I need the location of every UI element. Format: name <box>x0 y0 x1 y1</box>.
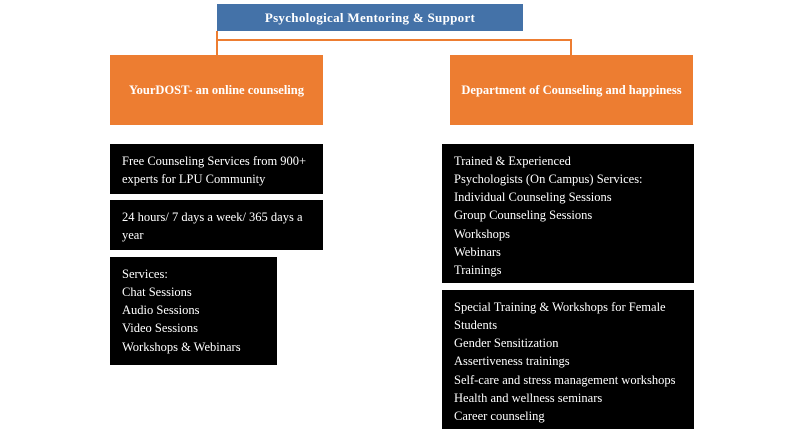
detail-box-yourdost-service-types <box>110 257 277 365</box>
detail-line: Services: <box>122 267 168 281</box>
detail-line: Gender Sensitization <box>454 336 559 351</box>
detail-line: 24 hours/ 7 days a week/ 365 days a <box>122 210 303 224</box>
detail-line: Individual Counseling Sessions <box>454 190 612 205</box>
branch-node-department-label: Department of Counseling and happiness <box>461 82 682 97</box>
detail-line: Webinars <box>454 244 501 259</box>
detail-line: Video Sessions <box>122 321 198 336</box>
root-node-label: Psychological Mentoring & Support <box>264 9 476 25</box>
detail-line: Health and wellness seminars <box>454 390 603 405</box>
detail-line: Assertiveness trainings <box>454 354 570 369</box>
connector-root-horizontal <box>216 39 572 41</box>
root-node-psychological-mentoring-support <box>217 4 523 31</box>
detail-line: Psychologists (On Campus) Services: <box>454 172 643 187</box>
detail-line: Special Training & Workshops for Female <box>454 300 666 314</box>
connector-branch-right-drop <box>570 39 572 55</box>
detail-line: Career counseling <box>454 408 545 423</box>
detail-line: Group Counseling Sessions <box>454 208 593 223</box>
branch-node-yourdost <box>110 55 323 125</box>
detail-line: Free Counseling Services from 900+ <box>122 154 307 168</box>
detail-line: Chat Sessions <box>122 285 192 300</box>
detail-box-yourdost-services-experts <box>110 144 323 194</box>
detail-line: Workshops <box>454 226 510 241</box>
detail-line: Self-care and stress management workshops <box>454 372 676 387</box>
detail-line: Audio Sessions <box>122 303 200 318</box>
detail-line: year <box>122 228 144 243</box>
detail-line: Trained & Experienced <box>454 154 571 168</box>
detail-line: Workshops & Webinars <box>122 339 241 354</box>
branch-node-yourdost-label: YourDOST- an online counseling <box>129 82 304 97</box>
detail-box-department-female-student-programs <box>442 290 694 429</box>
detail-line: experts for LPU Community <box>122 172 266 187</box>
detail-box-yourdost-availability <box>110 200 323 250</box>
detail-box-department-oncampus-services <box>442 144 694 283</box>
detail-line: Trainings <box>454 262 502 277</box>
detail-line: Students <box>454 318 498 333</box>
branch-node-department-counseling-happiness <box>450 55 693 125</box>
connector-branch-left-drop <box>216 39 218 55</box>
